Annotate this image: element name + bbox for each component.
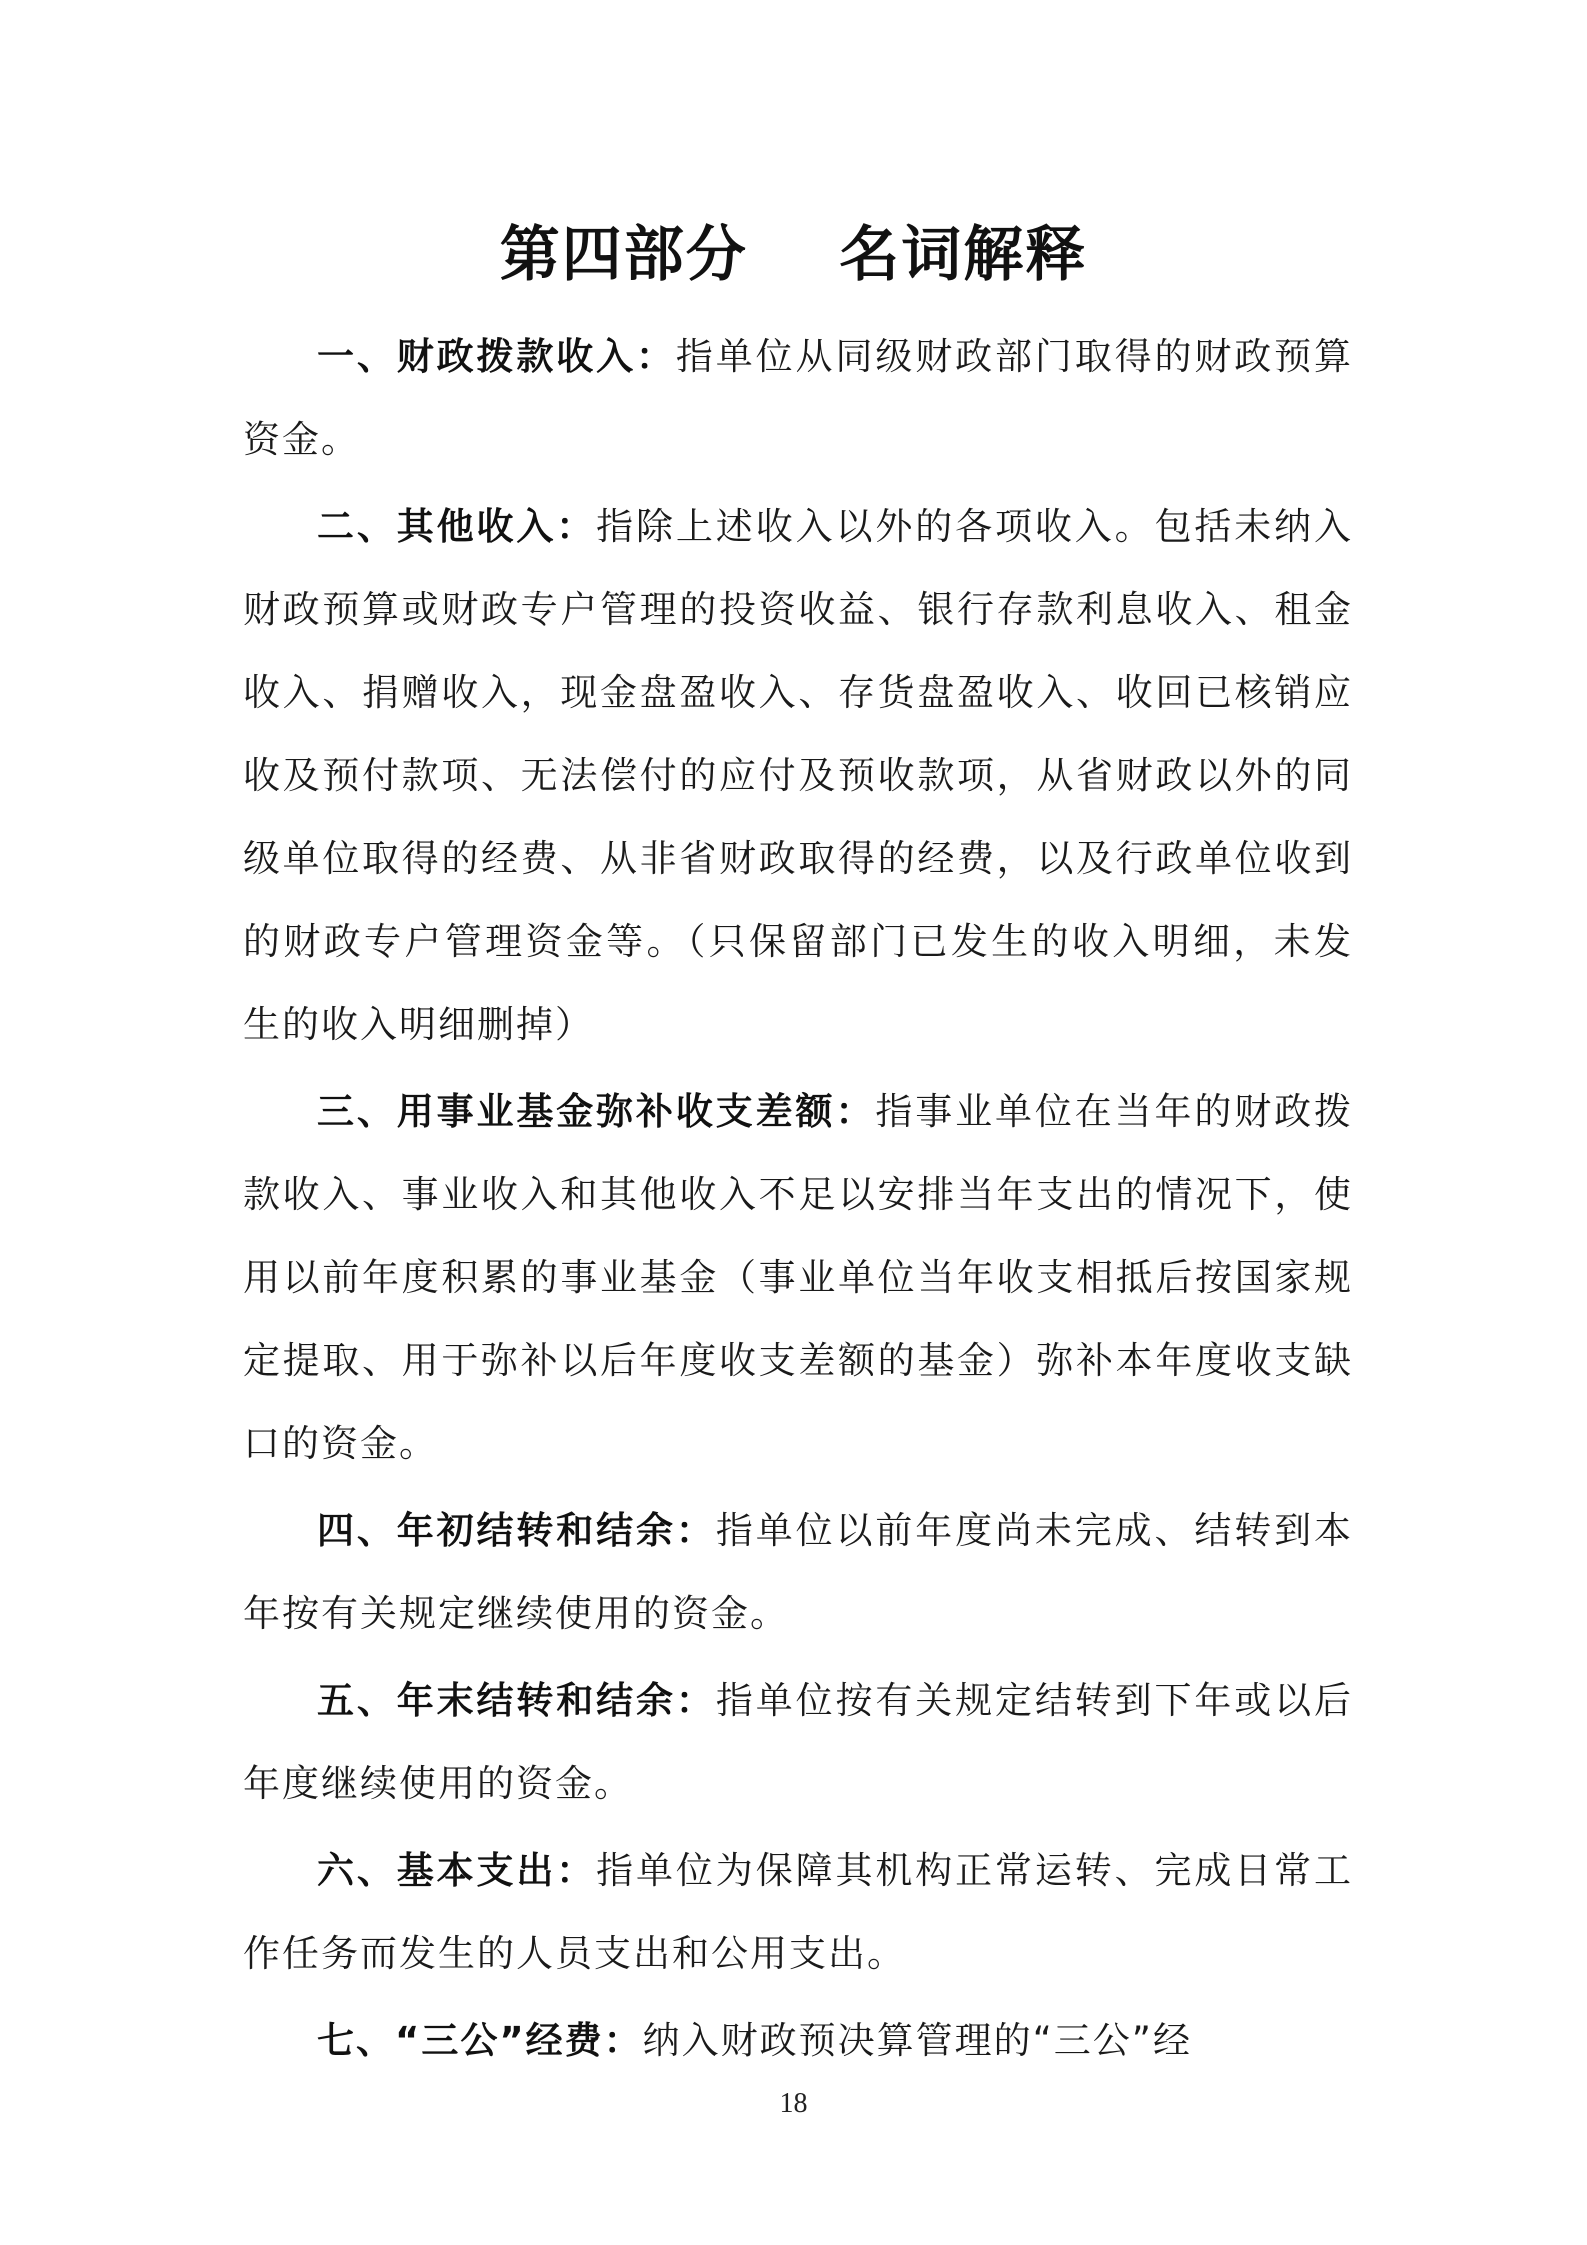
glossary-term: 三、用事业基金弥补收支差额： (317, 1090, 876, 1133)
glossary-term: 六、基本支出： (317, 1849, 597, 1892)
glossary-term: 五、年末结转和结余： (317, 1679, 716, 1722)
glossary-entry (243, 1070, 1353, 1485)
glossary-term: 二、其他收入： (317, 505, 597, 548)
glossary-definition: 指单位按有关规定结转到下年或以后年度继续使用的资金。 (243, 1679, 1354, 1805)
page-number: 18 (779, 2088, 808, 2119)
glossary-definition: 指单位以前年度尚未完成、结转到本年按有关规定继续使用的资金。 (243, 1509, 1354, 1635)
glossary-entry (243, 1829, 1353, 1995)
glossary-definition: 指单位为保障其机构正常运转、完成日常工作任务而发生的人员支出和公用支出。 (243, 1849, 1354, 1975)
glossary-entry (243, 1659, 1353, 1825)
glossary-term: 七、“三公”经费： (317, 2019, 643, 2062)
page-title: 第四部分 名词解释 (499, 220, 1088, 290)
glossary-entry (243, 315, 1353, 481)
glossary-definition: 纳入财政预决算管理的“三公”经 (642, 2019, 1192, 2062)
glossary-entry (243, 485, 1353, 1066)
glossary-entry (243, 1489, 1353, 1655)
glossary-entry (243, 1999, 1353, 2082)
glossary-definition: 指单位从同级财政部门取得的财政预算资金。 (243, 335, 1354, 461)
glossary-term: 一、财政拨款收入： (317, 335, 676, 378)
glossary-term: 四、年初结转和结余： (317, 1509, 716, 1552)
glossary-definition: 指事业单位在当年的财政拨款收入、事业收入和其他收入不足以安排当年支出的情况下，使用以前年度积累的事业基金（事业单位当年收支相抵后按国家规定提取、用于弥补以后年度收支差额的基金）弥补本年度收支缺口的资金。 (243, 1090, 1354, 1465)
glossary-body (243, 315, 1353, 2086)
glossary-definition: 指除上述收入以外的各项收入。包括未纳入财政预算或财政专户管理的投资收益、银行存款利息收入、租金收入、捐赠收入，现金盘盈收入、存货盘盈收入、收回已核销应收及预付款项、无法偿付的应付及预收款项，从省财政以外的同级单位取得的经费、从非省财政取得的经费，以及行政单位收到的财政专户管理资金等。（只保留部门已发生的收入明细，未发生的收入明细删掉） (243, 505, 1354, 1046)
